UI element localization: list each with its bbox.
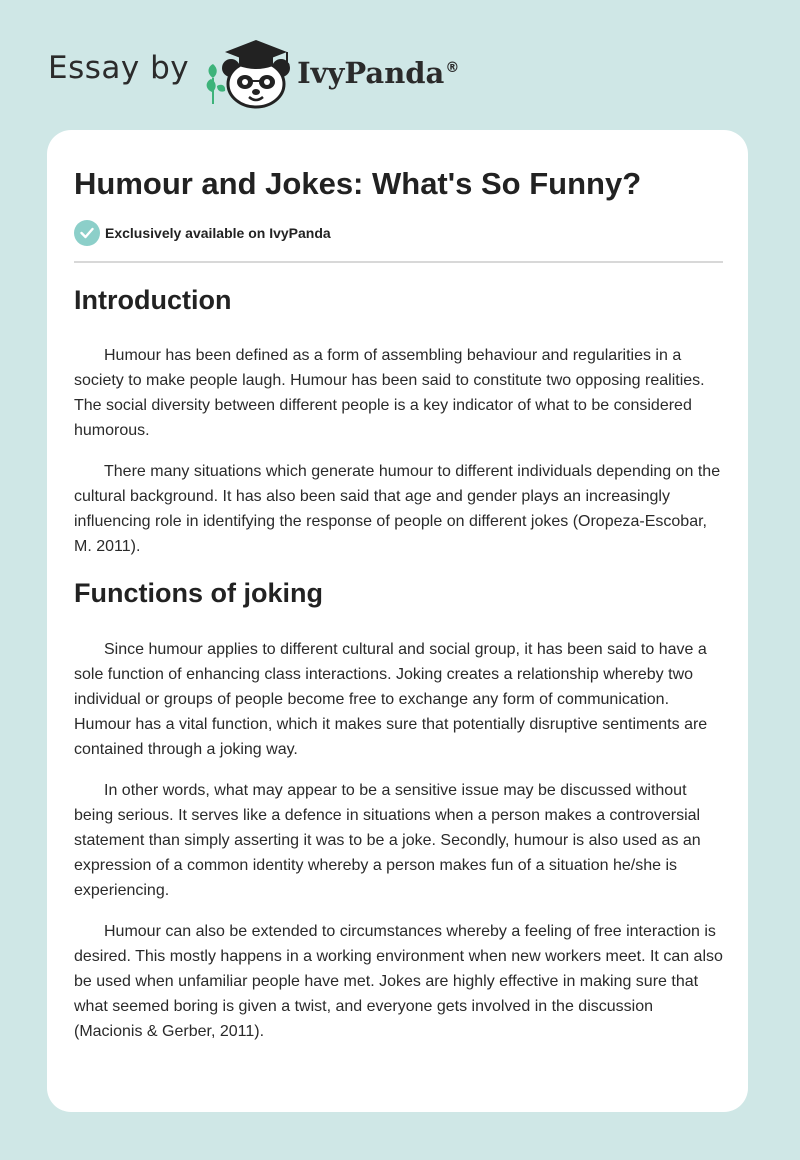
brand-prefix: Essay by [48, 50, 190, 86]
title-divider [74, 261, 723, 263]
panda-graduate-icon [203, 34, 295, 110]
essay-card [47, 130, 748, 1112]
registered-mark: ® [445, 60, 460, 77]
paragraph: Humour has been defined as a form of assembling behaviour and regularities in a society to make people laugh. Humour has been said to constitute two opposing realities. The social diversity between different people is a key indicator of what to be considered humorous. [74, 347, 705, 439]
brand-name: IvyPanda® [297, 56, 460, 90]
paragraph: Humour can also be extended to circumstances whereby a feeling of free interaction is desired. This mostly happens in a working environment when new workers meet. It can also be used when unfamiliar people have met. Jokes are highly effective in making sure that what seemed boring is given a twist, and everyone gets involved in the discussion (Macionis & Gerber, 2011). [74, 923, 723, 1040]
paragraph: Since humour applies to different cultural and social group, it has been said to have a sole function of enhancing class interactions. Joking creates a relationship whereby two individual or groups of people become free to exchange any form of communication. Humour has a vital function, which it makes sure that potentially disruptive sentiments are contained through a joking way. [74, 641, 708, 758]
check-circle-icon [74, 220, 100, 246]
paragraph: There many situations which generate humour to different individuals depending on the cultural background. It has also been said that age and gender plays an increasingly influencing role in identifying the response of people on different jokes (Oropeza-Escobar, M. 2011). [74, 463, 721, 555]
page-title: Humour and Jokes: What's So Funny? [74, 166, 642, 201]
brand-logo[interactable] [48, 34, 459, 110]
exclusive-badge [74, 220, 331, 246]
section-heading-introduction: Introduction [74, 285, 232, 315]
exclusive-badge-label: Exclusively available on IvyPanda [105, 225, 331, 241]
paragraph: In other words, what may appear to be a sensitive issue may be discussed without being serious. It serves like a defence in situations when a person makes a controversial statement than simply asserting it was to be a joke. Secondly, humour is also used as an expression of a common identity whereby a person makes fun of a situation he/she is experiencing. [74, 782, 701, 899]
section-heading-functions: Functions of joking [74, 578, 323, 608]
